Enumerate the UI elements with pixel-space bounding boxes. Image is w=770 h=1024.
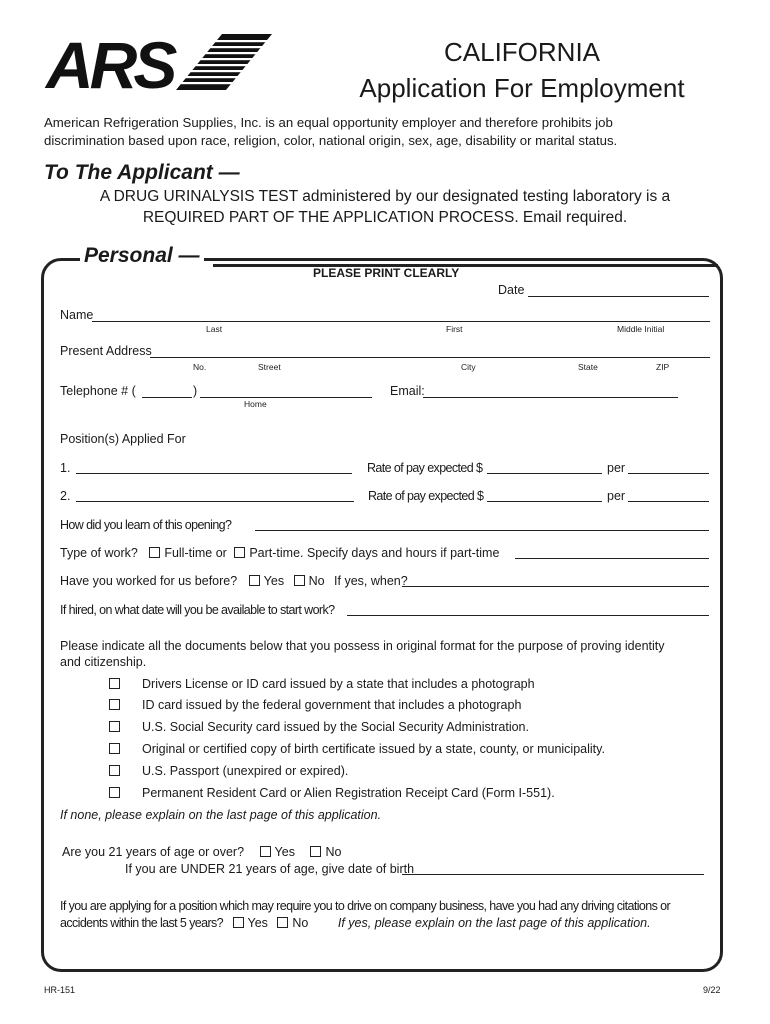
form-title-line2: Application For Employment	[359, 73, 685, 103]
driving-no-label: No	[292, 916, 309, 930]
age-row	[62, 845, 341, 859]
learn-opening-label: How did you learn of this opening?	[60, 518, 232, 532]
telephone-sub-home: Home	[244, 399, 267, 409]
drug-test-notice-line2: REQUIRED PART OF THE APPLICATION PROCESS. Email required.	[142, 209, 628, 226]
part-time-label: Part-time. Specify days and hours if part-time	[249, 546, 500, 560]
document-3-label: U.S. Social Security card issued by the Social Security Administration.	[142, 720, 529, 734]
type-of-work-label: Type of work?	[60, 546, 138, 560]
position-2-rate-label: Rate of pay expected $	[368, 489, 484, 503]
worked-before-yes-label: Yes	[263, 574, 285, 588]
telephone-label: Telephone # (	[60, 384, 136, 398]
start-date-field[interactable]	[347, 615, 709, 616]
print-clearly-notice: PLEASE PRINT CLEARLY	[313, 266, 460, 280]
position-2-per-label: per	[607, 489, 626, 503]
eeo-statement-line2: discrimination based upon race, religion, color, national origin, sex, age, disability or marital status.	[44, 133, 618, 148]
personal-heading-rule	[213, 264, 718, 267]
document-3-checkbox[interactable]	[109, 721, 120, 732]
worked-before-label: Have you worked for us before?	[60, 574, 238, 588]
form-title-line1: CALIFORNIA	[443, 37, 601, 67]
type-of-work-row	[60, 546, 499, 560]
age-label: Are you 21 years of age or over?	[62, 845, 245, 859]
documents-intro-line1: Please indicate all the documents below that you possess in original format for the purpose of proving identity	[60, 639, 665, 653]
driving-yes-checkbox[interactable]	[233, 917, 244, 928]
part-time-hours-field[interactable]	[515, 558, 709, 559]
part-time-checkbox[interactable]	[234, 547, 245, 558]
position-2-field[interactable]	[76, 501, 354, 502]
date-of-birth-field[interactable]	[402, 874, 704, 875]
worked-before-when-field[interactable]	[402, 586, 709, 587]
document-1-label: Drivers License or ID card issued by a state that includes a photograph	[142, 677, 535, 691]
age-yes-checkbox[interactable]	[260, 846, 271, 857]
position-2-per-field[interactable]	[628, 501, 709, 502]
document-2-checkbox[interactable]	[109, 699, 120, 710]
if-none-note: If none, please explain on the last page of this application.	[60, 808, 382, 822]
name-sub-middle: Middle Initial	[617, 324, 665, 334]
position-1-field[interactable]	[76, 473, 352, 474]
document-2-label: ID card issued by the federal government that includes a photograph	[142, 698, 522, 712]
drug-test-notice-line1: A DRUG URINALYSIS TEST administered by our designated testing laboratory is a	[99, 188, 671, 205]
worked-before-no-checkbox[interactable]	[294, 575, 305, 586]
documents-intro-line2: and citizenship.	[60, 655, 147, 669]
address-label: Present Address	[60, 344, 152, 358]
age-yes-label: Yes	[274, 845, 295, 859]
full-time-checkbox[interactable]	[149, 547, 160, 558]
address-sub-city: City	[461, 362, 476, 372]
name-sub-first: First	[446, 324, 463, 334]
full-time-label: Full-time or	[164, 546, 227, 560]
positions-label: Position(s) Applied For	[60, 432, 186, 446]
position-2-rate-field[interactable]	[487, 501, 602, 502]
logo-stripes-icon	[176, 34, 274, 90]
company-logo	[44, 30, 276, 94]
position-1-rate-label: Rate of pay expected $	[367, 461, 483, 475]
age-no-checkbox[interactable]	[310, 846, 321, 857]
driving-no-checkbox[interactable]	[277, 917, 288, 928]
document-6-label: Permanent Resident Card or Alien Registration Receipt Card (Form I-551).	[142, 786, 555, 800]
applicant-heading: To The Applicant —	[44, 161, 240, 184]
learn-opening-field[interactable]	[255, 530, 709, 531]
email-field[interactable]	[423, 397, 678, 398]
name-label: Name	[60, 308, 94, 322]
driving-note: If yes, please explain on the last page of this application.	[337, 916, 651, 930]
personal-heading: Personal —	[80, 244, 204, 268]
start-date-label: If hired, on what date will you be available to start work?	[60, 603, 335, 617]
address-sub-street: Street	[258, 362, 281, 372]
address-sub-zip: ZIP	[656, 362, 670, 372]
driving-yes-label: Yes	[247, 916, 268, 930]
form-revision-date: 9/22	[703, 985, 721, 995]
date-field[interactable]	[528, 296, 709, 297]
worked-before-yes-checkbox[interactable]	[249, 575, 260, 586]
name-field[interactable]	[92, 321, 710, 322]
document-4-checkbox[interactable]	[109, 743, 120, 754]
document-5-label: U.S. Passport (unexpired or expired).	[142, 764, 349, 778]
worked-before-no-label: No	[308, 574, 325, 588]
eeo-statement-line1: American Refrigeration Supplies, Inc. is an equal opportunity employer and therefore prohibits job	[44, 115, 613, 130]
address-sub-state: State	[578, 362, 598, 372]
worked-before-when-label: If yes, when?	[334, 574, 408, 588]
ars-logo-graphic	[44, 30, 276, 94]
name-sub-last: Last	[206, 324, 223, 334]
address-field[interactable]	[150, 357, 710, 358]
logo-text: ARS	[46, 30, 174, 94]
date-label: Date	[498, 283, 525, 297]
telephone-area-code-field[interactable]	[142, 397, 192, 398]
email-label: Email:	[390, 384, 425, 398]
age-no-label: No	[325, 845, 342, 859]
telephone-close-paren: )	[193, 384, 198, 398]
position-1-number: 1.	[60, 461, 71, 475]
driving-question-line2: accidents within the last 5 years?	[60, 916, 224, 930]
position-2-number: 2.	[60, 489, 71, 503]
under-21-label: If you are UNDER 21 years of age, give date of birth	[125, 862, 415, 876]
driving-question-line1: If you are applying for a position which may require you to drive on company business, have you had any driving citations or	[60, 899, 671, 913]
document-4-label: Original or certified copy of birth certificate issued by a state, county, or municipality.	[142, 742, 605, 756]
position-1-per-field[interactable]	[628, 473, 709, 474]
document-6-checkbox[interactable]	[109, 787, 120, 798]
worked-before-row	[60, 574, 408, 588]
address-sub-no: No.	[193, 362, 207, 372]
position-1-rate-field[interactable]	[487, 473, 602, 474]
form-id: HR-151	[44, 985, 76, 995]
document-5-checkbox[interactable]	[109, 765, 120, 776]
telephone-number-field[interactable]	[200, 397, 372, 398]
driving-question-row	[60, 916, 651, 930]
position-1-per-label: per	[607, 461, 626, 475]
document-1-checkbox[interactable]	[109, 678, 120, 689]
